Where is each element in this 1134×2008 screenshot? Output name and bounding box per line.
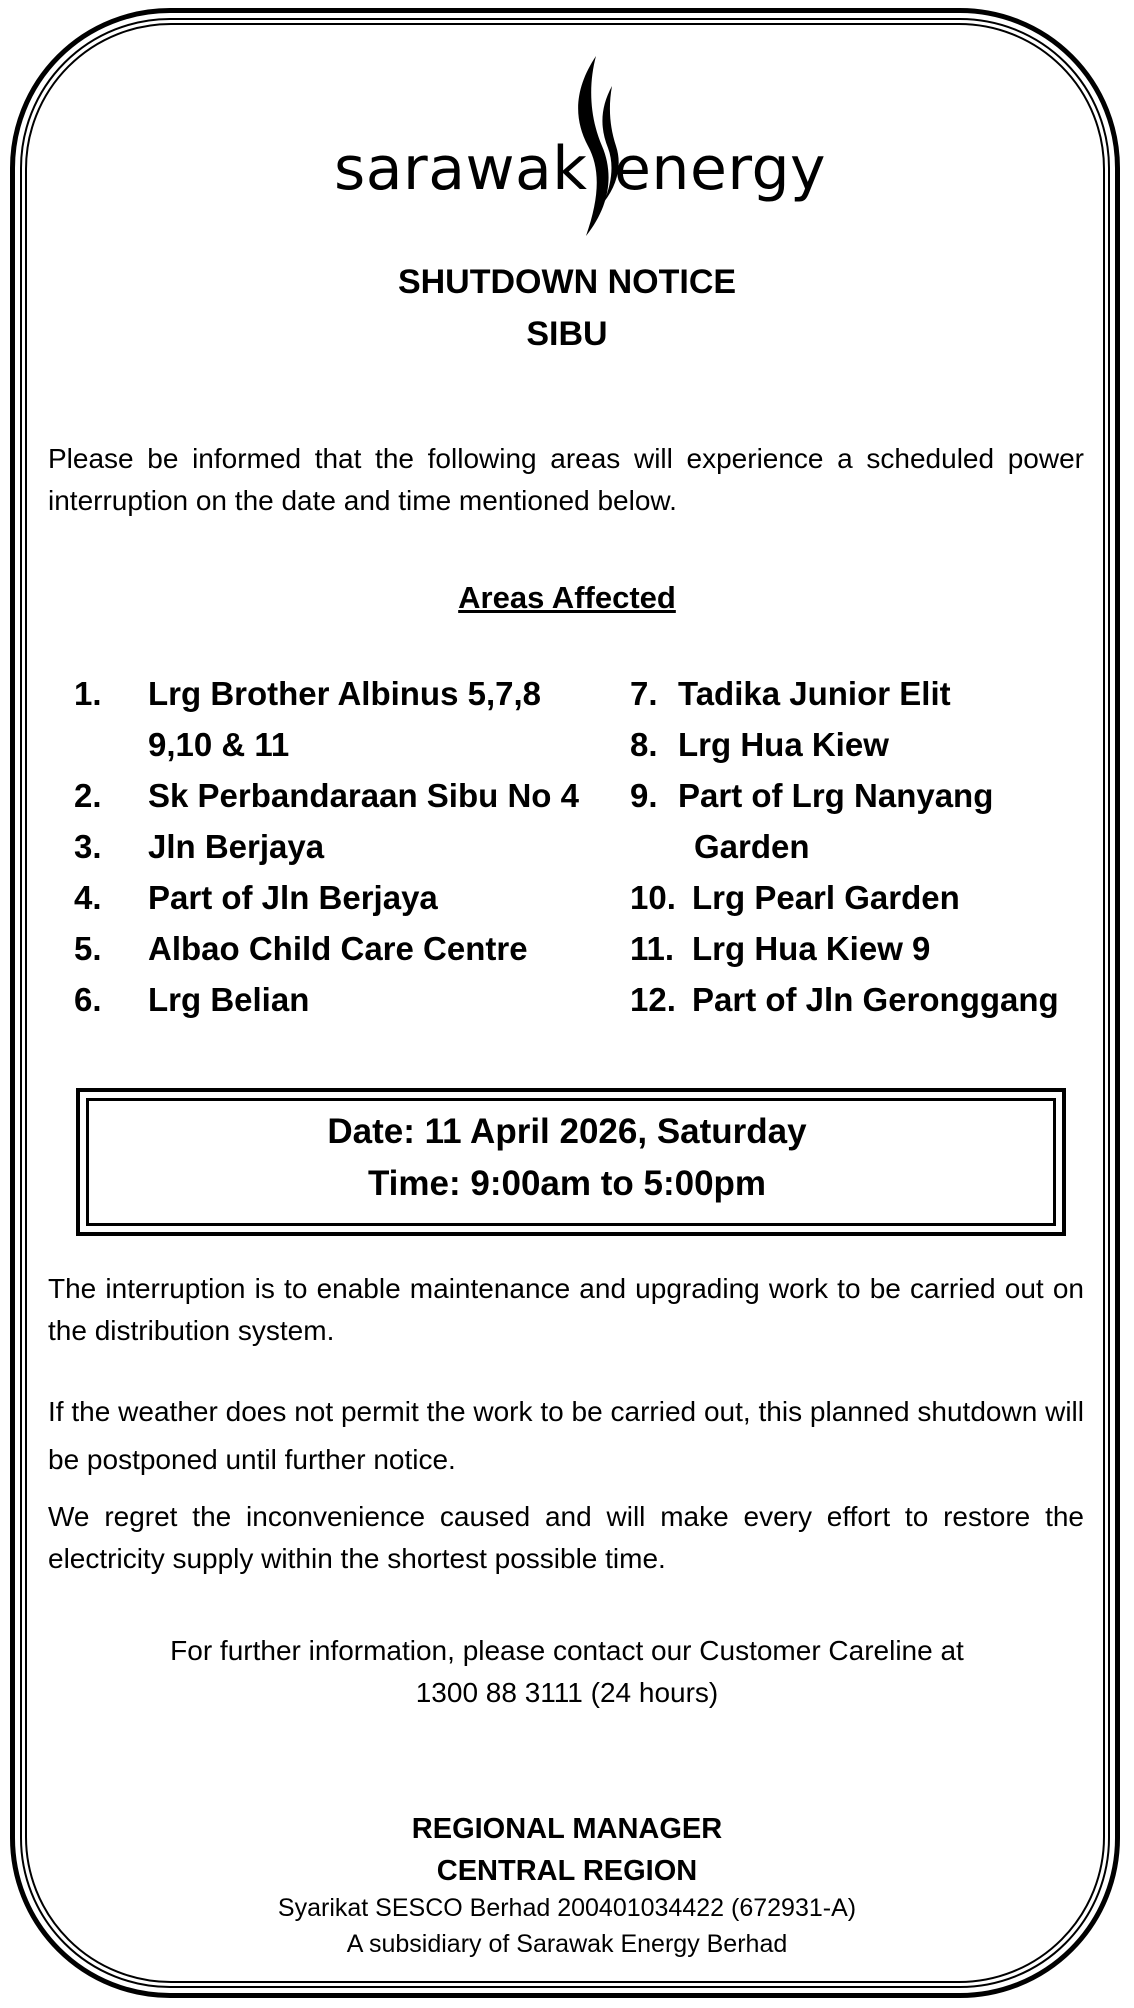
item-text: Lrg Hua Kiew 9 — [692, 930, 931, 967]
contact-block — [0, 1630, 1134, 1714]
list-item — [74, 974, 594, 1025]
item-text: Jln Berjaya — [148, 828, 325, 865]
list-item — [74, 770, 594, 821]
schedule-time: Time: 9:00am to 5:00pm — [367, 1164, 767, 1203]
item-text: Lrg Pearl Garden — [692, 879, 960, 916]
schedule-date: Date: 11 April 2026, Saturday — [327, 1112, 807, 1151]
item-text: Lrg Belian — [148, 981, 310, 1018]
areas-list-left — [74, 668, 594, 1025]
item-number: 5. — [74, 930, 102, 967]
list-item — [630, 974, 1110, 1025]
areas-list-right — [630, 668, 1110, 1025]
item-number: 2. — [74, 777, 102, 814]
notice-title: SHUTDOWN NOTICE — [397, 263, 737, 301]
list-item — [74, 872, 594, 923]
list-item — [630, 719, 1110, 770]
item-number: 4. — [74, 879, 102, 916]
logo-word-sarawak: sarawak — [334, 134, 588, 204]
regret-paragraph: We regret the inconvenience caused and will make every effort to restore the electricity supply within the shortest possible time. — [48, 1501, 1084, 1574]
list-item — [74, 923, 594, 974]
company-subsidiary: A subsidiary of Sarawak Energy Berhad — [346, 1930, 788, 1958]
notice-location: SIBU — [526, 315, 608, 353]
signature-block — [0, 1808, 1134, 1892]
list-item — [630, 923, 1110, 974]
item-number: 6. — [74, 981, 102, 1018]
notice-title-block — [0, 256, 1134, 360]
list-item — [630, 770, 1110, 821]
company-registration: Syarikat SESCO Berhad 200401034422 (672931-A) — [277, 1894, 857, 1922]
item-number: 1. — [74, 675, 102, 712]
item-text: Part of Lrg Nanyang — [678, 777, 994, 814]
item-number: 8. — [630, 726, 658, 763]
signatory-region: CENTRAL REGION — [436, 1855, 698, 1887]
item-text-continued: Garden — [694, 828, 810, 865]
sarawak-energy-logo — [334, 56, 827, 236]
item-text: Lrg Hua Kiew — [678, 726, 889, 763]
areas-heading: Areas Affected — [458, 580, 676, 615]
item-text: Lrg Brother Albinus 5,7,8 — [148, 675, 542, 712]
item-text: Part of Jln Geronggang — [692, 981, 1059, 1018]
contact-text: For further information, please contact our Customer Careline at — [170, 1635, 964, 1666]
list-item — [630, 872, 1110, 923]
careline-number: 1300 88 3111 (24 hours) — [415, 1677, 719, 1708]
schedule-block — [0, 1106, 1134, 1210]
list-item — [630, 668, 1110, 719]
item-number: 10. — [630, 879, 676, 916]
reason-paragraph: The interruption is to enable maintenance and upgrading work to be carried out on the distribution system. — [48, 1273, 1084, 1346]
item-text: Sk Perbandaraan Sibu No 4 — [148, 777, 579, 814]
list-item — [74, 821, 594, 872]
item-text: Tadika Junior Elit — [678, 675, 951, 712]
signatory-title: REGIONAL MANAGER — [411, 1813, 723, 1845]
item-text: Albao Child Care Centre — [148, 930, 528, 967]
item-number: 11. — [630, 930, 675, 967]
logo-word-energy: energy — [614, 134, 827, 204]
item-text: Part of Jln Berjaya — [148, 879, 438, 916]
item-text-continued: 9,10 & 11 — [148, 726, 290, 763]
company-info — [0, 1890, 1134, 1962]
intro-paragraph: Please be informed that the following areas will experience a scheduled power interruption on the date and time mentioned below. — [48, 443, 1084, 516]
item-number: 12. — [630, 981, 676, 1018]
item-number: 3. — [74, 828, 102, 865]
weather-paragraph: If the weather does not permit the work to be carried out, this planned shutdown will be postponed until further notice. — [48, 1396, 1084, 1475]
list-item — [74, 668, 594, 719]
item-number: 9. — [630, 777, 658, 814]
item-number: 7. — [630, 675, 658, 712]
